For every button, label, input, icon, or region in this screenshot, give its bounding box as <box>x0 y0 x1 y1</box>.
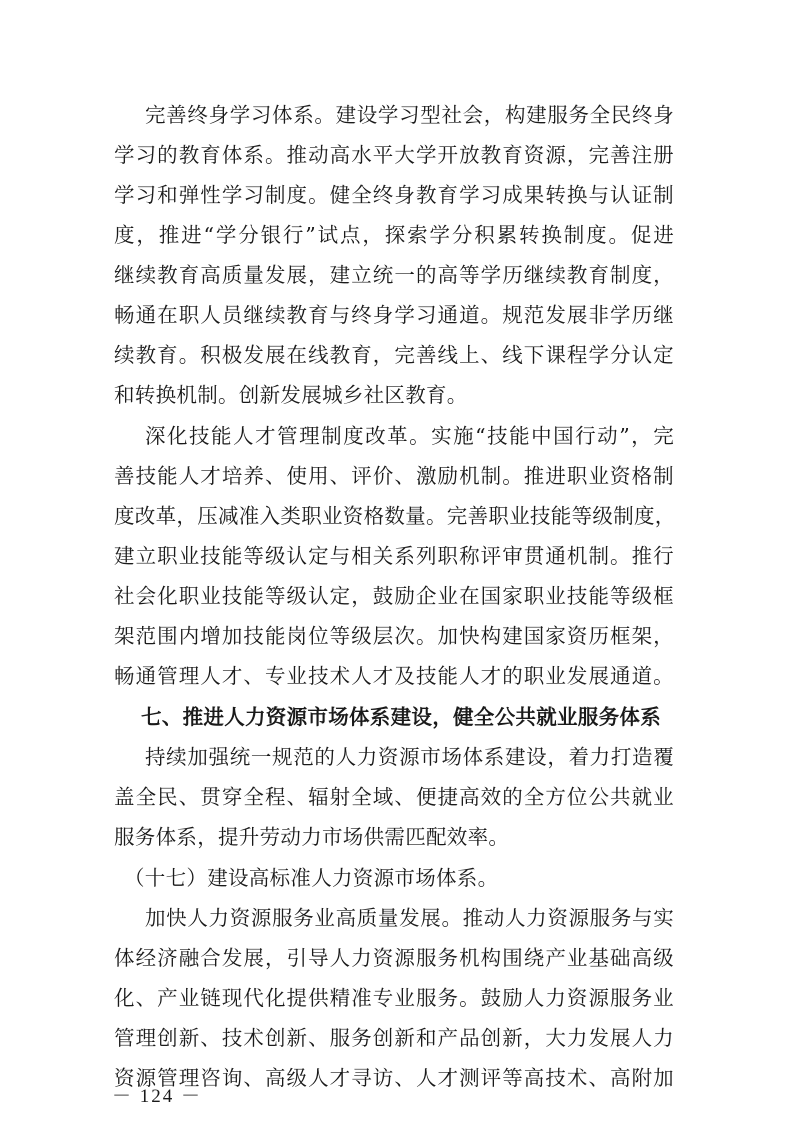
paragraph-line: 学习的教育体系。推动高水平大学开放教育资源，完善注册 <box>114 143 674 167</box>
paragraph-line: 畅通在职人员继续教育与终身学习通道。规范发展非学历继 <box>114 303 674 327</box>
paragraph-line: 建立职业技能等级认定与相关系列职称评审贯通机制。推行 <box>114 544 674 568</box>
paragraph-line: 续教育。积极发展在线教育，完善线上、线下课程学分认定 <box>114 343 674 367</box>
page-number: － 124 － <box>112 1086 203 1107</box>
paragraph-line: 善技能人才培养、使用、评价、激励机制。推进职业资格制 <box>114 464 674 488</box>
subsection-heading: （十七）建设高标准人力资源市场体系。 <box>124 866 499 890</box>
paragraph-line: 和转换机制。创新发展城乡社区教育。 <box>114 383 468 407</box>
paragraph-line: 度，推进“学分银行”试点，探索学分积累转换制度。促进 <box>114 223 674 247</box>
paragraph-line: 加快人力资源服务业高质量发展。推动人力资源服务与实 <box>145 906 674 930</box>
paragraph-line: 社会化职业技能等级认定，鼓励企业在国家职业技能等级框 <box>114 584 674 608</box>
paragraph-line: 深化技能人才管理制度改革。实施“技能中国行动”，完 <box>145 424 674 448</box>
paragraph-line: 体经济融合发展，引导人力资源服务机构围绕产业基础高级 <box>114 946 674 970</box>
paragraph-line: 完善终身学习体系。建设学习型社会，构建服务全民终身 <box>145 103 674 127</box>
paragraph-line: 资源管理咨询、高级人才寻访、人才测评等高技术、高附加 <box>114 1066 674 1090</box>
paragraph-line: 继续教育高质量发展，建立统一的高等学历继续教育制度， <box>114 263 674 287</box>
paragraph-line: 管理创新、技术创新、服务创新和产品创新，大力发展人力 <box>114 1026 674 1050</box>
paragraph-line: 盖全民、贯穿全程、辐射全域、便捷高效的全方位公共就业 <box>114 785 674 809</box>
paragraph-line: 服务体系，提升劳动力市场供需匹配效率。 <box>114 825 510 849</box>
paragraph-line: 架范围内增加技能岗位等级层次。加快构建国家资历框架， <box>114 624 674 648</box>
paragraph-line: 度改革，压减准入类职业资格数量。完善职业技能等级制度， <box>114 504 676 528</box>
section-heading: 七、推进人力资源市场体系建设，健全公共就业服务体系 <box>141 705 661 729</box>
paragraph-line: 学习和弹性学习制度。健全终身教育学习成果转换与认证制 <box>114 183 674 207</box>
paragraph-line: 持续加强统一规范的人力资源市场体系建设，着力打造覆 <box>145 745 674 769</box>
paragraph-line: 畅通管理人才、专业技术人才及技能人才的职业发展通道。 <box>114 664 674 688</box>
paragraph-line: 化、产业链现代化提供精准专业服务。鼓励人力资源服务业 <box>114 986 674 1010</box>
